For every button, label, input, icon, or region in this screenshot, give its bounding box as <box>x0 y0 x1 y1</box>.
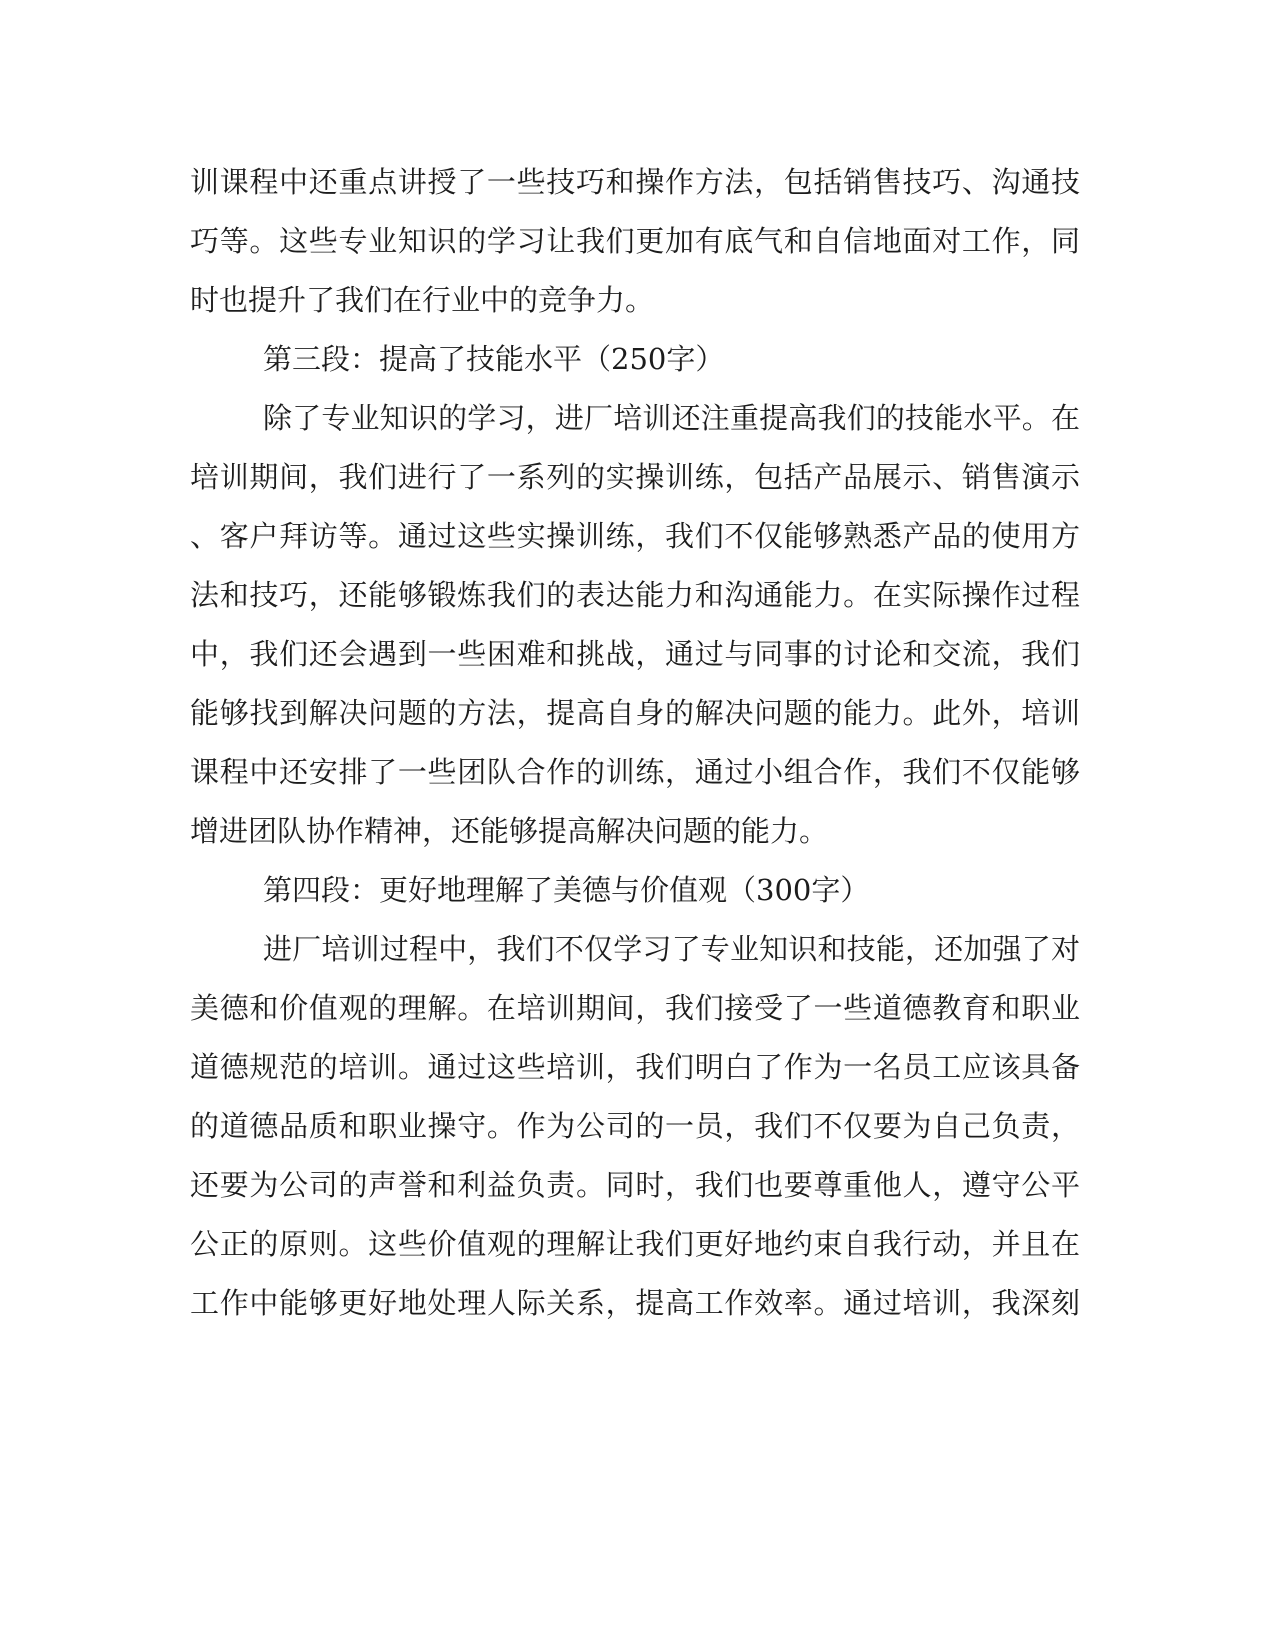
text-line: 时也提升了我们在行业中的竞争力。 <box>190 283 655 317</box>
text-line: 公正的原则。这些价值观的理解让我们更好地约束自我行动，并且在 <box>190 1227 1080 1261</box>
text-line: 的道德品质和职业操守。作为公司的一员，我们不仅要为自己负责， <box>190 1109 1080 1143</box>
text-line: 中，我们还会遇到一些困难和挑战，通过与同事的讨论和交流，我们 <box>190 637 1080 671</box>
text-line: 道德规范的培训。通过这些培训，我们明白了作为一名员工应该具备 <box>190 1050 1080 1084</box>
text-line: 工作中能够更好地处理人际关系，提高工作效率。通过培训，我深刻 <box>190 1286 1080 1320</box>
text-line: 还要为公司的声誉和利益负责。同时，我们也要尊重他人，遵守公平 <box>190 1168 1080 1202</box>
text-line: 巧等。这些专业知识的学习让我们更加有底气和自信地面对工作，同 <box>190 224 1080 258</box>
section-heading-3: 第三段：提高了技能水平（250字） <box>263 342 725 376</box>
text-line: 增进团队协作精神，还能够提高解决问题的能力。 <box>190 814 829 848</box>
text-line: 法和技巧，还能够锻炼我们的表达能力和沟通能力。在实际操作过程 <box>190 578 1080 612</box>
text-line: 进厂培训过程中，我们不仅学习了专业知识和技能，还加强了对 <box>263 932 1080 966</box>
text-line: 课程中还安排了一些团队合作的训练，通过小组合作，我们不仅能够 <box>190 755 1080 789</box>
text-line: 美德和价值观的理解。在培训期间，我们接受了一些道德教育和职业 <box>190 991 1080 1025</box>
text-line: 能够找到解决问题的方法，提高自身的解决问题的能力。此外，培训 <box>190 696 1080 730</box>
text-line: 、客户拜访等。通过这些实操训练，我们不仅能够熟悉产品的使用方 <box>190 519 1080 553</box>
section-heading-4: 第四段：更好地理解了美德与价值观（300字） <box>263 873 870 907</box>
text-line: 训课程中还重点讲授了一些技巧和操作方法，包括销售技巧、沟通技 <box>190 165 1080 199</box>
text-line: 培训期间，我们进行了一系列的实操训练，包括产品展示、销售演示 <box>190 460 1080 494</box>
text-line: 除了专业知识的学习，进厂培训还注重提高我们的技能水平。在 <box>263 401 1080 435</box>
